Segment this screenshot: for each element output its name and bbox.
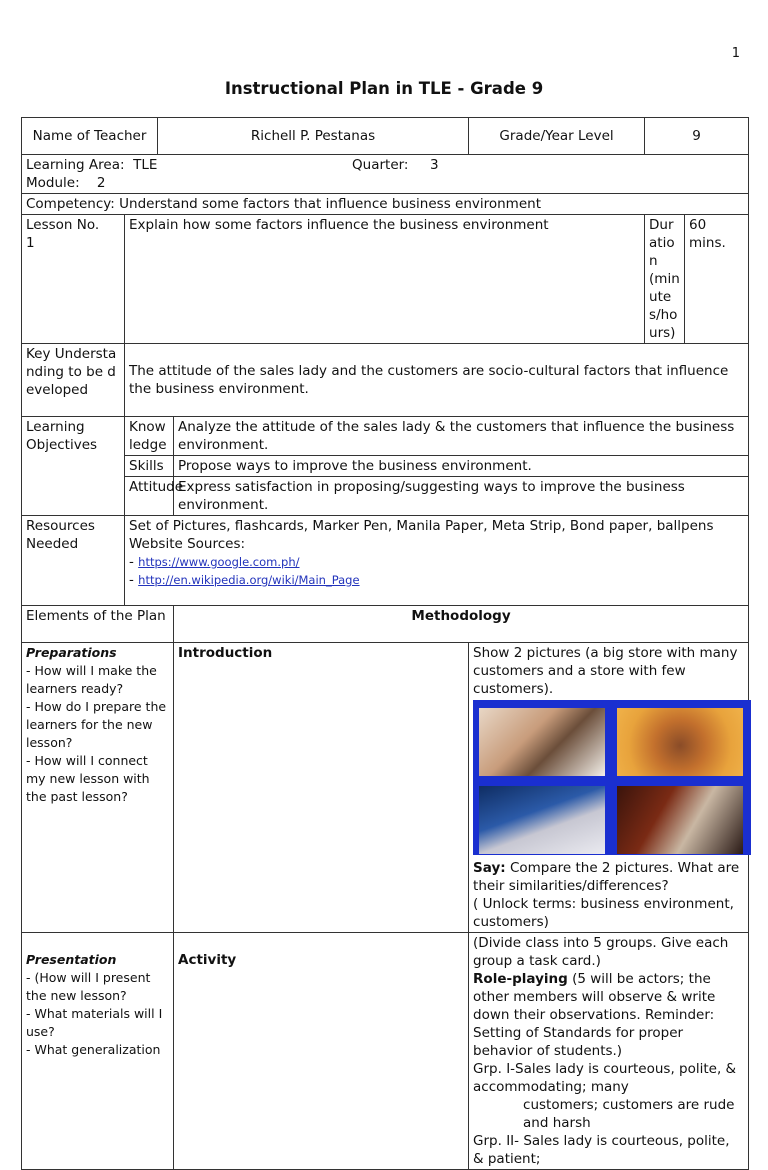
objective-type-skills: Skills bbox=[125, 456, 174, 477]
activity-line1: (Divide class into 5 groups. Give each group a task card.) bbox=[473, 935, 729, 969]
preparations-heading: Preparations bbox=[26, 645, 117, 660]
learning-area-value: TLE bbox=[133, 157, 158, 173]
learning-area-label: Learning Area: bbox=[26, 157, 125, 173]
quarter-label: Quarter: bbox=[352, 157, 409, 173]
roleplay-text: (5 will be actors; the other members will observe & write down their observations. Reminder: Setting of Standards for proper behavior of students.) bbox=[473, 971, 716, 1059]
resources-text: Set of Pictures, flashcards, Marker Pen, Manila Paper, Meta Strip, Bond paper, ballpens bbox=[129, 518, 714, 534]
pres-question: - (How will I present the new lesson? bbox=[26, 970, 151, 1003]
module-value: 2 bbox=[96, 175, 106, 191]
phase-activity: Activity bbox=[174, 933, 469, 1170]
activity-content bbox=[469, 933, 749, 1170]
document-title: Instructional Plan in TLE - Grade 9 bbox=[224, 79, 544, 98]
key-understanding-text: The attitude of the sales lady and the customers are socio-cultural factors that influence the business environment. bbox=[125, 344, 749, 417]
prep-question: - How do I prepare the learners for the new lesson? bbox=[26, 699, 167, 750]
learning-area-row bbox=[22, 155, 749, 194]
quarter-value: 3 bbox=[429, 157, 439, 173]
presentation-cell bbox=[22, 933, 174, 1170]
roleplay-label: Role-playing bbox=[473, 971, 568, 987]
pres-question: - What generalization bbox=[26, 1042, 161, 1057]
resources-label: Resources Needed bbox=[22, 516, 125, 606]
picture-customers-talking bbox=[479, 708, 605, 776]
elements-label: Elements of the Plan bbox=[22, 606, 174, 643]
preparations-cell bbox=[22, 643, 174, 933]
store-pictures bbox=[473, 700, 751, 855]
say-label: Say: bbox=[473, 860, 506, 876]
objectives-label: Learning Objectives bbox=[22, 417, 125, 516]
competency: Competency: Understand some factors that influence business environment bbox=[22, 194, 749, 215]
objective-text-knowledge: Analyze the attitude of the sales lady & the customers that influence the business environment. bbox=[174, 417, 749, 456]
objective-text-attitude: Express satisfaction in proposing/suggesting ways to improve the business environment. bbox=[174, 477, 749, 516]
website-label: Website Sources: bbox=[129, 536, 246, 552]
link-wikipedia[interactable]: http://en.wikipedia.org/wiki/Main_Page bbox=[138, 573, 360, 587]
prep-question: - How will I connect my new lesson with the past lesson? bbox=[26, 753, 150, 804]
lesson-cell bbox=[22, 215, 125, 344]
group-1-cont: customers; customers are rude and harsh bbox=[523, 1097, 735, 1131]
objective-type-knowledge: Knowledge bbox=[125, 417, 174, 456]
teacher-name: Richell P. Pestanas bbox=[158, 118, 469, 155]
teacher-label: Name of Teacher bbox=[22, 118, 158, 155]
unlock-terms: ( Unlock terms: business environment, customers) bbox=[473, 896, 734, 930]
introduction-content bbox=[469, 643, 749, 933]
group-1: Grp. I-Sales lady is courteous, polite, & accommodating; many bbox=[473, 1061, 737, 1095]
link-google[interactable]: https://www.google.com.ph/ bbox=[138, 555, 300, 569]
objective-text-skills: Propose ways to improve the business environment. bbox=[174, 456, 749, 477]
methodology-label: Methodology bbox=[174, 606, 749, 643]
picture-waiter-serving bbox=[617, 786, 743, 854]
intro-text: Show 2 pictures (a big store with many customers and a store with few customers). bbox=[473, 645, 738, 697]
resources-cell: Set of Pictures, flashcards, Marker Pen, Manila Paper, Meta Strip, Bond paper, ballpens Website Sources: - https://www.google.com.ph/ - http://en.wikipedia.org/wiki/Main_Page bbox=[125, 516, 749, 606]
say-text: Compare the 2 pictures. What are their similarities/differences? bbox=[473, 860, 740, 894]
group-2: Grp. II- Sales lady is courteous, polite, & patient; bbox=[473, 1133, 730, 1167]
presentation-heading: Presentation bbox=[26, 952, 117, 967]
lesson-title: Explain how some factors influence the business environment bbox=[125, 215, 645, 344]
picture-handshake bbox=[479, 786, 605, 854]
duration-value: 60 mins. bbox=[685, 215, 749, 344]
grade-value: 9 bbox=[645, 118, 749, 155]
pres-question: - What materials will I use? bbox=[26, 1006, 163, 1039]
prep-question: - How will I make the learners ready? bbox=[26, 663, 157, 696]
module-label: Module: bbox=[26, 175, 80, 191]
phase-introduction: Introduction bbox=[174, 643, 469, 933]
duration-label: Duration (minutes/hours) bbox=[645, 215, 685, 344]
objective-type-attitude: Attitude bbox=[125, 477, 174, 516]
lesson-label: Lesson No. bbox=[26, 217, 100, 233]
page-number: 1 bbox=[731, 46, 740, 61]
plan-table bbox=[21, 117, 749, 1170]
key-understanding-label: Key Understanding to be developed bbox=[22, 344, 125, 417]
picture-cartoon-store bbox=[617, 708, 743, 776]
lesson-number: 1 bbox=[26, 235, 35, 251]
grade-label: Grade/Year Level bbox=[469, 118, 645, 155]
